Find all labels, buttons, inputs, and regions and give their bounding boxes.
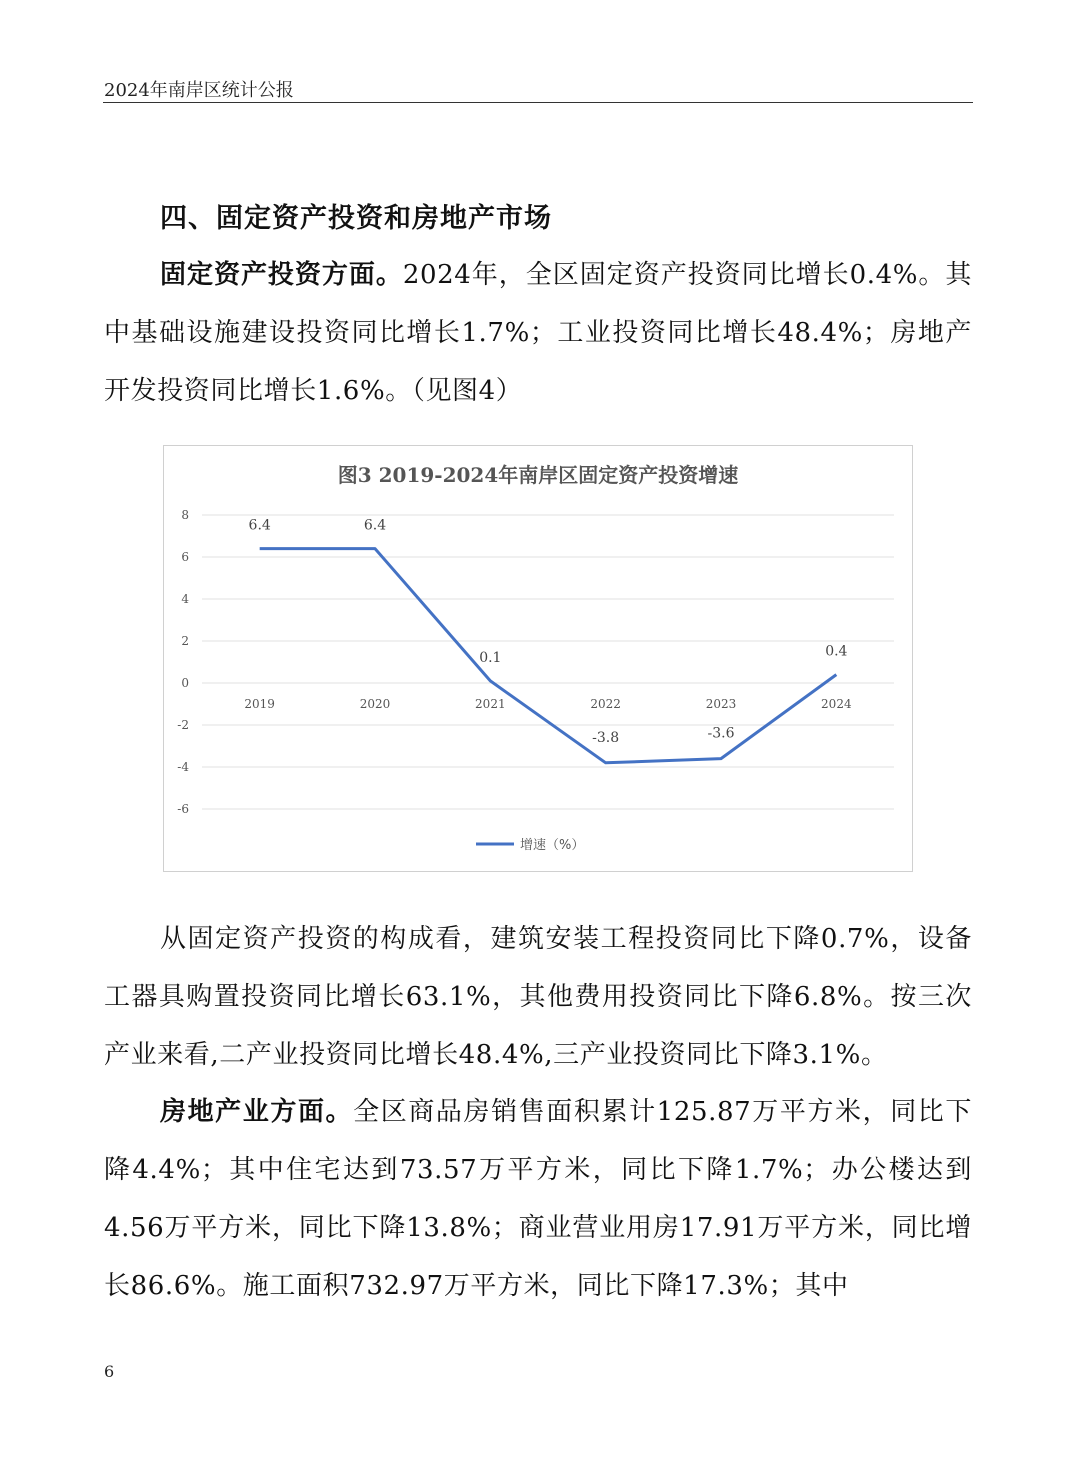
x-tick-label: 2019 <box>244 697 275 711</box>
paragraph-fixed-investment <box>104 246 972 420</box>
y-tick-label: -4 <box>177 760 189 774</box>
data-label: 6.4 <box>363 517 387 534</box>
y-tick-label: 4 <box>181 592 189 606</box>
section-heading: 四、固定资产投资和房地产市场 <box>160 203 552 234</box>
y-tick-label: -2 <box>177 718 189 732</box>
header-rule <box>103 102 973 103</box>
data-label: -3.6 <box>707 725 735 742</box>
x-tick-label: 2024 <box>821 697 852 711</box>
y-tick-label: 0 <box>181 676 189 690</box>
paragraph-investment-composition: 从固定资产投资的构成看，建筑安装工程投资同比下降0.7%，设备工器具购置投资同比增长63.1%，其他费用投资同比下降6.8%。按三次产业来看,二产业投资同比增长48.4%,三产业投资同比下降3.1%。 <box>104 924 972 1070</box>
series-line-growth <box>260 549 837 763</box>
x-tick-label: 2022 <box>590 697 621 711</box>
legend-label: 增速（%） <box>520 838 585 853</box>
paragraph-real-estate <box>104 1083 972 1315</box>
page-number: 6 <box>104 1362 115 1381</box>
data-label: 0.4 <box>825 643 848 660</box>
paragraph-body: 全区商品房销售面积累计125.87万平方米，同比下降4.4%；其中住宅达到73.57万平方米，同比下降1.7%；办公楼达到4.56万平方米，同比下降13.8%；商业营业用房17.91万平方米，同比增长86.6%。施工面积732.97万平方米，同比下降17.3%；其中 <box>104 1097 972 1301</box>
chart-title: 图3 2019-2024年南岸区固定资产投资增速 <box>337 463 739 487</box>
y-tick-label: -6 <box>177 802 189 816</box>
y-tick-label: 2 <box>181 634 189 648</box>
x-tick-label: 2021 <box>475 697 506 711</box>
data-label: 0.1 <box>479 649 502 666</box>
data-label: 6.4 <box>248 517 271 534</box>
x-tick-label: 2020 <box>359 697 391 711</box>
data-label: -3.8 <box>592 729 620 746</box>
y-tick-label: 6 <box>181 550 189 564</box>
paragraph-body: 2024年，全区固定资产投资同比增长0.4%。其中基础设施建设投资同比增长1.7%；工业投资同比增长48.4%；房地产开发投资同比增长1.6%。（见图4） <box>104 260 972 406</box>
chart-legend <box>476 837 584 853</box>
y-tick-label: 8 <box>181 508 189 522</box>
paragraph-lead: 房地产业方面。 <box>160 1097 354 1127</box>
chart-frame <box>163 445 913 872</box>
x-tick-label: 2023 <box>705 697 737 711</box>
line-chart <box>164 446 912 871</box>
running-header: 2024年南岸区统计公报 <box>104 80 294 101</box>
paragraph-lead: 固定资产投资方面。 <box>160 260 403 290</box>
